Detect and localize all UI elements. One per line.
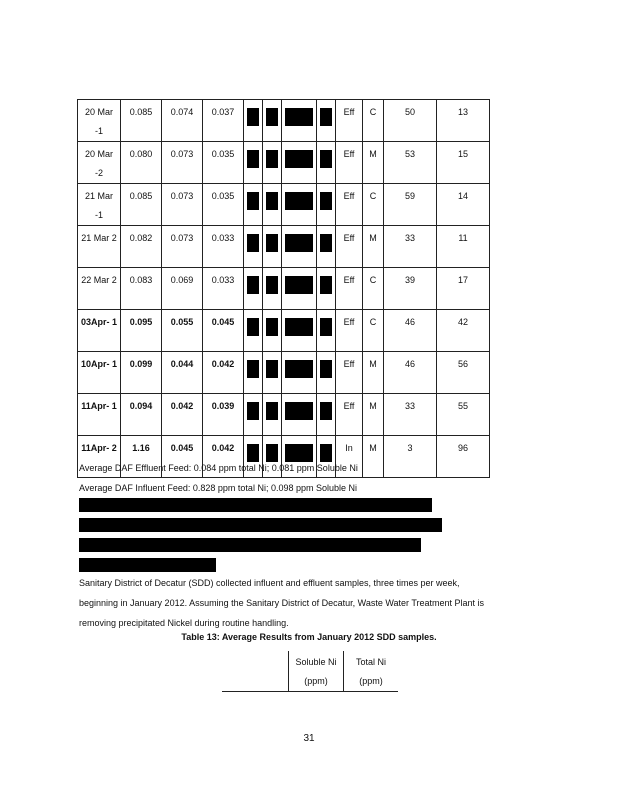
avg-effluent-line: Average DAF Effluent Feed: 0.084 ppm total Ni; 0.081 ppm Soluble Ni [79,463,358,473]
cell-percent: 46 [384,352,437,394]
redacted-cell [244,226,263,268]
redacted-cell [263,268,282,310]
cell-value: 0.094 [121,394,162,436]
redaction-block [320,108,332,126]
redaction-block [320,150,332,168]
cell-code: C [363,100,384,142]
redacted-cell [244,142,263,184]
redacted-cell [244,352,263,394]
cell-percent: 55 [437,394,490,436]
redaction-block [247,108,259,126]
cell-value: 0.042 [203,352,244,394]
cell-percent: 59 [384,184,437,226]
cell-value: 0.099 [121,352,162,394]
table-row [78,100,490,142]
cell-code: M [363,394,384,436]
redacted-cell [263,352,282,394]
redaction-block [247,150,259,168]
redaction-block [285,108,313,126]
redacted-cell [317,394,336,436]
cell-type: Eff [336,310,363,352]
table-row [78,352,490,394]
cell-code: M [363,142,384,184]
redaction-block [320,318,332,336]
redacted-cell [263,394,282,436]
redaction-block [266,276,278,294]
cell-code: C [363,268,384,310]
cell-type: Eff [336,142,363,184]
redaction-block [285,192,313,210]
cell-percent: 50 [384,100,437,142]
cell-type: Eff [336,226,363,268]
redaction-bar [79,518,442,532]
cell-percent: 53 [384,142,437,184]
header-unit: (ppm) [359,676,383,686]
cell-code: M [363,352,384,394]
redaction-block [320,276,332,294]
cell-value: 0.039 [203,394,244,436]
cell-value: 0.045 [203,310,244,352]
redacted-cell [244,268,263,310]
redaction-block [285,276,313,294]
redaction-block [266,402,278,420]
table-row [78,226,490,268]
cell-value: 0.042 [203,436,244,478]
redaction-bar [79,558,216,572]
redacted-cell [282,184,317,226]
table-row [78,184,490,226]
redacted-cell [244,394,263,436]
cell-percent: 33 [384,226,437,268]
redaction-block [247,318,259,336]
page-number: 31 [303,733,315,744]
cell-value: 0.035 [203,142,244,184]
cell-type: Eff [336,352,363,394]
redaction-block [266,234,278,252]
cell-value: 0.033 [203,268,244,310]
redacted-cell [263,142,282,184]
cell-value: 0.055 [162,310,203,352]
redacted-cell [317,100,336,142]
redacted-cell [282,352,317,394]
cell-value: 0.095 [121,310,162,352]
redaction-block [320,192,332,210]
cell-date: 20 Mar -1 [78,100,121,142]
redacted-cell [244,310,263,352]
redacted-cell [263,184,282,226]
cell-code: C [363,184,384,226]
cell-value: 0.080 [121,142,162,184]
cell-date: 21 Mar 2 [78,226,121,268]
cell-value: 0.037 [203,100,244,142]
redacted-cell [282,394,317,436]
redacted-cell [244,184,263,226]
cell-percent: 14 [437,184,490,226]
redaction-block [285,402,313,420]
paragraph-line: removing precipitated Nickel during routine handling. [79,618,289,628]
table-row [78,394,490,436]
redacted-cell [282,226,317,268]
table-row [78,268,490,310]
cell-code: M [363,226,384,268]
redaction-block [285,150,313,168]
cell-date: 03Apr- 1 [78,310,121,352]
header-text: Total Ni [355,657,386,667]
redaction-block [285,234,313,252]
redacted-cell [317,184,336,226]
redacted-cell [263,100,282,142]
redaction-block [247,360,259,378]
cell-date: 11Apr- 1 [78,394,121,436]
cell-value: 0.035 [203,184,244,226]
cell-value: 0.033 [203,226,244,268]
redacted-cell [317,310,336,352]
paragraph-line: beginning in January 2012. Assuming the Sanitary District of Decatur, Waste Water Treatment Plant is [79,598,485,608]
cell-value: 0.073 [162,184,203,226]
cell-percent: 13 [437,100,490,142]
redacted-cell [317,268,336,310]
redaction-block [266,108,278,126]
cell-percent: 15 [437,142,490,184]
redacted-cell [282,142,317,184]
cell-date: 11Apr- 2 [78,436,121,478]
cell-percent: 39 [384,268,437,310]
redaction-bar [79,498,432,512]
redaction-block [266,192,278,210]
redacted-cell [317,352,336,394]
cell-value: 0.073 [162,226,203,268]
redacted-cell [317,226,336,268]
cell-type: Eff [336,268,363,310]
cell-code: C [363,310,384,352]
cell-value: 0.083 [121,268,162,310]
cell-percent: 33 [384,394,437,436]
cell-value: 0.045 [162,436,203,478]
redaction-block [320,402,332,420]
cell-type: Eff [336,100,363,142]
redaction-block [320,234,332,252]
cell-code: M [363,436,384,478]
redacted-cell [282,268,317,310]
avg-influent-line: Average DAF Influent Feed: 0.828 ppm total Ni; 0.098 ppm Soluble Ni [79,483,357,493]
redacted-cell [317,142,336,184]
cell-percent: 11 [437,226,490,268]
table-blank-cell [222,651,289,692]
header-unit: (ppm) [304,676,328,686]
redaction-block [247,276,259,294]
cell-percent: 96 [437,436,490,478]
cell-date: 22 Mar 2 [78,268,121,310]
cell-date: 20 Mar -2 [78,142,121,184]
cell-value: 0.044 [162,352,203,394]
cell-value: 0.085 [121,100,162,142]
cell-value: 0.074 [162,100,203,142]
redaction-bar [79,538,421,552]
results-table [77,99,490,478]
cell-value: 0.082 [121,226,162,268]
header-text: Soluble Ni [295,657,337,667]
cell-value: 0.085 [121,184,162,226]
redacted-cell [282,310,317,352]
cell-percent: 56 [437,352,490,394]
cell-date: 10Apr- 1 [78,352,121,394]
redacted-cell [244,100,263,142]
total-ni-header [344,651,399,692]
redaction-block [247,192,259,210]
average-results-table [222,651,398,692]
redaction-block [285,318,313,336]
cell-percent: 46 [384,310,437,352]
cell-type: In [336,436,363,478]
redaction-block [247,402,259,420]
redaction-block [247,234,259,252]
redaction-block [266,150,278,168]
cell-value: 0.069 [162,268,203,310]
soluble-ni-header [289,651,344,692]
cell-value: 0.042 [162,394,203,436]
table-caption: Table 13: Average Results from January 2012 SDD samples. [181,632,437,642]
table-row [78,310,490,352]
cell-date: 21 Mar -1 [78,184,121,226]
redacted-cell [263,310,282,352]
redaction-block [320,360,332,378]
cell-percent: 3 [384,436,437,478]
cell-type: Eff [336,394,363,436]
cell-type: Eff [336,184,363,226]
redacted-cell [263,226,282,268]
cell-percent: 42 [437,310,490,352]
redaction-block [266,360,278,378]
redaction-block [266,318,278,336]
cell-value: 0.073 [162,142,203,184]
table-row [78,142,490,184]
cell-percent: 17 [437,268,490,310]
redacted-cell [282,100,317,142]
cell-value: 1.16 [121,436,162,478]
redaction-block [285,360,313,378]
paragraph-line: Sanitary District of Decatur (SDD) collected influent and effluent samples, three times per week, [79,578,460,588]
